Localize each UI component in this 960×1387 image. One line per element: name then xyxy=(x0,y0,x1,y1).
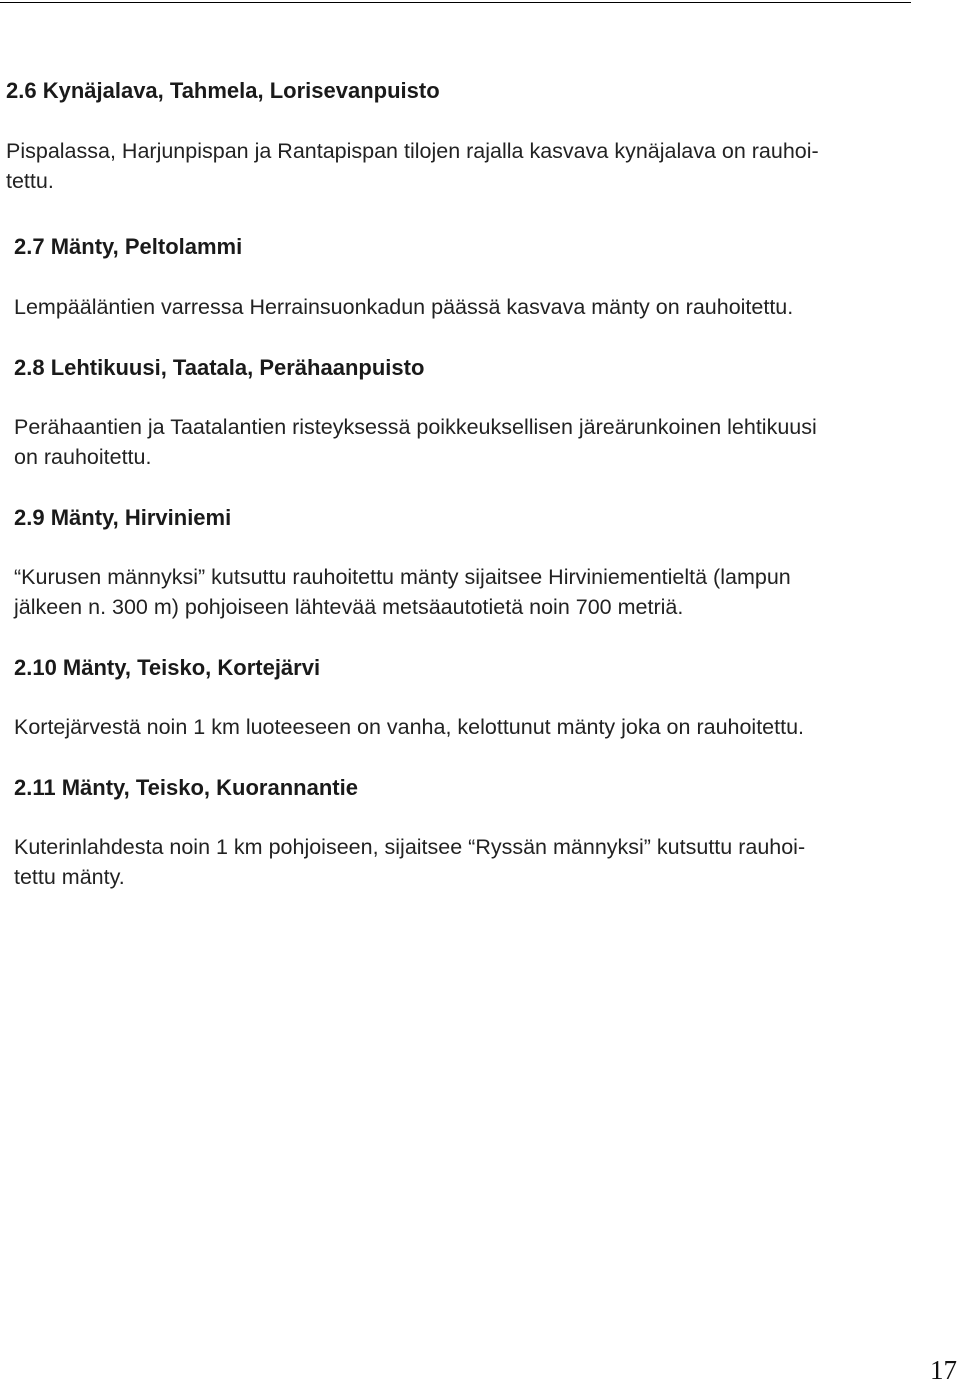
section-2-10 xyxy=(14,653,954,683)
section-heading: 2.6 Kynäjalava, Tahmela, Lorisevanpuisto xyxy=(6,78,440,103)
top-rule xyxy=(0,2,911,3)
body-line: Kortejärvestä noin 1 km luoteeseen on vanha, kelottunut mänty joka on rauhoitettu. xyxy=(14,715,805,739)
body-line: Perähaantien ja Taatalantien risteyksessä poikkeuksellisen järeärunkoinen lehtikuusi xyxy=(14,415,817,439)
section-2-8 xyxy=(14,353,954,383)
section-2-7 xyxy=(14,232,954,262)
section-2-10-body xyxy=(14,713,954,743)
section-2-9-body xyxy=(14,563,954,622)
body-line: Kuterinlahdesta noin 1 km pohjoiseen, sijaitsee “Ryssän männyksi” kutsuttu rauhoi- xyxy=(14,835,806,859)
body-line: Pispalassa, Harjunpispan ja Rantapispan tilojen rajalla kasvava kynäjalava on rauhoi- xyxy=(6,139,819,163)
page-number: 17 xyxy=(930,1355,957,1385)
section-2-11-body xyxy=(14,833,954,892)
body-line: tettu mänty. xyxy=(14,864,125,889)
section-2-11 xyxy=(14,773,954,803)
body-line: jälkeen n. 300 m) pohjoiseen lähtevää metsäautotietä noin 700 metriä. xyxy=(14,594,684,619)
section-2-8-body xyxy=(14,413,954,472)
section-2-6 xyxy=(6,76,946,106)
section-2-6-body xyxy=(6,137,946,196)
section-heading: 2.10 Mänty, Teisko, Kortejärvi xyxy=(14,655,321,680)
section-heading: 2.9 Mänty, Hirviniemi xyxy=(14,505,232,530)
body-line: tettu. xyxy=(6,168,54,193)
section-heading: 2.11 Mänty, Teisko, Kuorannantie xyxy=(14,775,358,800)
section-2-9 xyxy=(14,503,954,533)
body-line: on rauhoitettu. xyxy=(14,444,152,469)
body-line: Lempääläntien varressa Herrainsuonkadun päässä kasvava mänty on rauhoitettu. xyxy=(14,295,794,319)
section-heading: 2.7 Mänty, Peltolammi xyxy=(14,234,243,259)
section-heading: 2.8 Lehtikuusi, Taatala, Perähaanpuisto xyxy=(14,355,425,380)
body-line: “Kurusen männyksi” kutsuttu rauhoitettu mänty sijaitsee Hirviniementieltä (lampun xyxy=(14,565,791,589)
section-2-7-body xyxy=(14,293,954,323)
